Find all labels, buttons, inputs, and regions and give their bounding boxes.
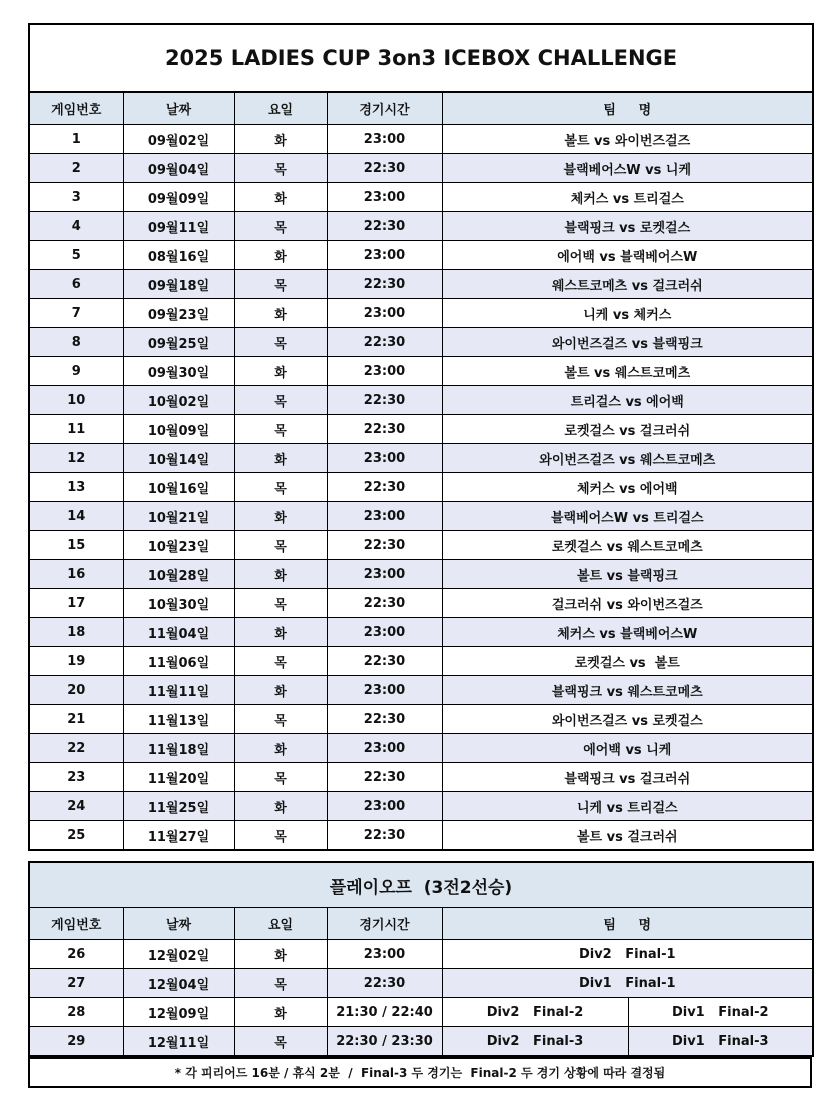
game-match: 체커스 vs 블랙베어스W (442, 618, 813, 647)
game-date: 11월27일 (123, 821, 234, 851)
playoff-table (28, 861, 814, 1057)
game-match: 볼트 vs 와이번즈걸즈 (442, 125, 813, 154)
note-table (28, 1057, 812, 1088)
game-time: 23:00 (327, 299, 442, 328)
header-team: 팀 명 (442, 908, 813, 940)
game-date: 11월20일 (123, 763, 234, 792)
game-time: 22:30 (327, 386, 442, 415)
game-time: 23:00 (327, 618, 442, 647)
table-row (29, 589, 813, 618)
game-match: 로켓걸스 vs 웨스트코메츠 (442, 531, 813, 560)
game-match: 블랙베어스W vs 니케 (442, 154, 813, 183)
game-date: 10월09일 (123, 415, 234, 444)
game-day: 화 (234, 998, 327, 1027)
game-day: 화 (234, 502, 327, 531)
game-match: 트리걸스 vs 에어백 (442, 386, 813, 415)
game-day: 화 (234, 299, 327, 328)
game-number: 29 (29, 1027, 123, 1057)
table-row (29, 705, 813, 734)
game-match-div1: Div1 Final-2 (628, 998, 813, 1027)
game-date: 12월11일 (123, 1027, 234, 1057)
table-row (29, 792, 813, 821)
game-day: 목 (234, 212, 327, 241)
game-date: 12월02일 (123, 940, 234, 969)
game-number: 24 (29, 792, 123, 821)
game-match: 와이번즈걸즈 vs 블랙핑크 (442, 328, 813, 357)
playoff-title: 플레이오프 (3전2선승) (29, 862, 813, 908)
game-number: 8 (29, 328, 123, 357)
game-number: 28 (29, 998, 123, 1027)
game-number: 1 (29, 125, 123, 154)
game-match: 니케 vs 체커스 (442, 299, 813, 328)
game-day: 목 (234, 154, 327, 183)
game-time: 23:00 (327, 940, 442, 969)
game-match: 걸크러쉬 vs 와이번즈걸즈 (442, 589, 813, 618)
game-date: 09월11일 (123, 212, 234, 241)
game-date: 09월09일 (123, 183, 234, 212)
game-day: 목 (234, 386, 327, 415)
game-time: 21:30 / 22:40 (327, 998, 442, 1027)
table-row (29, 299, 813, 328)
game-time: 22:30 / 23:30 (327, 1027, 442, 1057)
game-date: 08월16일 (123, 241, 234, 270)
game-day: 목 (234, 763, 327, 792)
game-date: 09월18일 (123, 270, 234, 299)
table-row (29, 502, 813, 531)
game-number: 13 (29, 473, 123, 502)
game-match: 블랙핑크 vs 웨스트코메츠 (442, 676, 813, 705)
game-time: 23:00 (327, 183, 442, 212)
game-number: 21 (29, 705, 123, 734)
table-row (29, 125, 813, 154)
game-day: 목 (234, 647, 327, 676)
game-match: 체커스 vs 에어백 (442, 473, 813, 502)
game-day: 목 (234, 1027, 327, 1057)
header-date: 날짜 (123, 92, 234, 125)
game-day: 화 (234, 183, 327, 212)
game-date: 10월14일 (123, 444, 234, 473)
footnote: * 각 피리어드 16분 / 휴식 2분 / Final-3 두 경기는 Final-2 두 경기 상황에 따라 결정됨 (29, 1058, 811, 1087)
game-time: 23:00 (327, 560, 442, 589)
game-match: 블랙베어스W vs 트리걸스 (442, 502, 813, 531)
table-row (29, 212, 813, 241)
game-date: 12월09일 (123, 998, 234, 1027)
game-time: 22:30 (327, 531, 442, 560)
game-match: 와이번즈걸즈 vs 로켓걸스 (442, 705, 813, 734)
game-time: 22:30 (327, 154, 442, 183)
header-day: 요일 (234, 908, 327, 940)
table-row (29, 357, 813, 386)
game-number: 2 (29, 154, 123, 183)
game-date: 10월28일 (123, 560, 234, 589)
game-number: 4 (29, 212, 123, 241)
game-time: 23:00 (327, 502, 442, 531)
table-row (29, 734, 813, 763)
game-date: 12월04일 (123, 969, 234, 998)
table-row (29, 763, 813, 792)
game-number: 15 (29, 531, 123, 560)
game-day: 목 (234, 473, 327, 502)
game-date: 10월16일 (123, 473, 234, 502)
game-day: 화 (234, 357, 327, 386)
game-match: 볼트 vs 걸크러쉬 (442, 821, 813, 851)
game-day: 목 (234, 821, 327, 851)
game-time: 23:00 (327, 676, 442, 705)
game-time: 22:30 (327, 415, 442, 444)
game-match-div2: Div2 Final-2 (442, 998, 628, 1027)
table-row (29, 183, 813, 212)
game-match: 웨스트코메츠 vs 걸크러쉬 (442, 270, 813, 299)
game-number: 9 (29, 357, 123, 386)
game-number: 19 (29, 647, 123, 676)
game-time: 23:00 (327, 125, 442, 154)
game-time: 23:00 (327, 357, 442, 386)
game-day: 목 (234, 705, 327, 734)
table-row (29, 560, 813, 589)
game-day: 목 (234, 270, 327, 299)
game-day: 화 (234, 940, 327, 969)
game-match: 에어백 vs 블랙베어스W (442, 241, 813, 270)
header-row (29, 92, 813, 125)
game-number: 27 (29, 969, 123, 998)
game-number: 17 (29, 589, 123, 618)
game-number: 22 (29, 734, 123, 763)
game-day: 목 (234, 328, 327, 357)
game-day: 목 (234, 531, 327, 560)
game-match: 블랙핑크 vs 로켓걸스 (442, 212, 813, 241)
game-match: 니케 vs 트리걸스 (442, 792, 813, 821)
game-number: 12 (29, 444, 123, 473)
table-row (29, 444, 813, 473)
game-day: 화 (234, 560, 327, 589)
header-day: 요일 (234, 92, 327, 125)
playoff-header-row (29, 908, 813, 940)
page-title: 2025 LADIES CUP 3on3 ICEBOX CHALLENGE (29, 24, 813, 92)
game-number: 18 (29, 618, 123, 647)
game-date: 09월30일 (123, 357, 234, 386)
header-game-no: 게임번호 (29, 92, 123, 125)
header-time: 경기시간 (327, 92, 442, 125)
game-match: Div2 Final-1 (442, 940, 813, 969)
game-match: 에어백 vs 니케 (442, 734, 813, 763)
game-number: 25 (29, 821, 123, 851)
game-number: 7 (29, 299, 123, 328)
table-row (29, 415, 813, 444)
table-row (29, 531, 813, 560)
game-date: 10월21일 (123, 502, 234, 531)
header-team: 팀 명 (442, 92, 813, 125)
game-match: 블랙핑크 vs 걸크러쉬 (442, 763, 813, 792)
season-schedule-table (28, 23, 814, 851)
game-day: 화 (234, 444, 327, 473)
game-date: 09월02일 (123, 125, 234, 154)
game-date: 11월25일 (123, 792, 234, 821)
game-day: 목 (234, 589, 327, 618)
table-row (29, 940, 813, 969)
game-day: 화 (234, 241, 327, 270)
game-number: 26 (29, 940, 123, 969)
game-number: 6 (29, 270, 123, 299)
game-time: 22:30 (327, 328, 442, 357)
game-day: 목 (234, 415, 327, 444)
game-time: 23:00 (327, 792, 442, 821)
game-time: 22:30 (327, 969, 442, 998)
game-match-div1: Div1 Final-3 (628, 1027, 813, 1057)
game-number: 10 (29, 386, 123, 415)
game-number: 16 (29, 560, 123, 589)
game-time: 22:30 (327, 705, 442, 734)
game-time: 23:00 (327, 241, 442, 270)
game-time: 22:30 (327, 473, 442, 502)
game-match-div2: Div2 Final-3 (442, 1027, 628, 1057)
game-day: 화 (234, 792, 327, 821)
header-date: 날짜 (123, 908, 234, 940)
game-day: 화 (234, 125, 327, 154)
game-date: 11월18일 (123, 734, 234, 763)
schedule-sheet (28, 23, 812, 1088)
game-match: 체커스 vs 트리걸스 (442, 183, 813, 212)
game-time: 22:30 (327, 589, 442, 618)
game-day: 목 (234, 969, 327, 998)
game-date: 10월23일 (123, 531, 234, 560)
game-date: 11월11일 (123, 676, 234, 705)
game-match: 볼트 vs 웨스트코메츠 (442, 357, 813, 386)
game-match: 로켓걸스 vs 볼트 (442, 647, 813, 676)
table-row (29, 241, 813, 270)
game-time: 22:30 (327, 212, 442, 241)
game-time: 22:30 (327, 270, 442, 299)
game-match: 볼트 vs 블랙핑크 (442, 560, 813, 589)
game-number: 20 (29, 676, 123, 705)
game-date: 10월02일 (123, 386, 234, 415)
game-time: 23:00 (327, 734, 442, 763)
game-date: 09월23일 (123, 299, 234, 328)
game-time: 22:30 (327, 647, 442, 676)
game-match: 로켓걸스 vs 걸크러쉬 (442, 415, 813, 444)
game-match: 와이번즈걸즈 vs 웨스트코메츠 (442, 444, 813, 473)
header-game-no: 게임번호 (29, 908, 123, 940)
game-day: 화 (234, 734, 327, 763)
game-date: 11월13일 (123, 705, 234, 734)
game-date: 09월04일 (123, 154, 234, 183)
table-row (29, 473, 813, 502)
header-time: 경기시간 (327, 908, 442, 940)
game-date: 09월25일 (123, 328, 234, 357)
table-row (29, 998, 813, 1027)
table-row (29, 821, 813, 851)
game-time: 22:30 (327, 763, 442, 792)
game-number: 23 (29, 763, 123, 792)
table-row (29, 328, 813, 357)
game-time: 23:00 (327, 444, 442, 473)
table-row (29, 154, 813, 183)
table-row (29, 386, 813, 415)
game-number: 14 (29, 502, 123, 531)
game-number: 3 (29, 183, 123, 212)
game-number: 5 (29, 241, 123, 270)
table-row (29, 1027, 813, 1057)
game-date: 10월30일 (123, 589, 234, 618)
game-day: 화 (234, 676, 327, 705)
game-day: 화 (234, 618, 327, 647)
game-number: 11 (29, 415, 123, 444)
game-date: 11월06일 (123, 647, 234, 676)
game-date: 11월04일 (123, 618, 234, 647)
table-row (29, 676, 813, 705)
table-row (29, 969, 813, 998)
game-match: Div1 Final-1 (442, 969, 813, 998)
game-time: 22:30 (327, 821, 442, 851)
table-row (29, 270, 813, 299)
table-row (29, 618, 813, 647)
table-row (29, 647, 813, 676)
